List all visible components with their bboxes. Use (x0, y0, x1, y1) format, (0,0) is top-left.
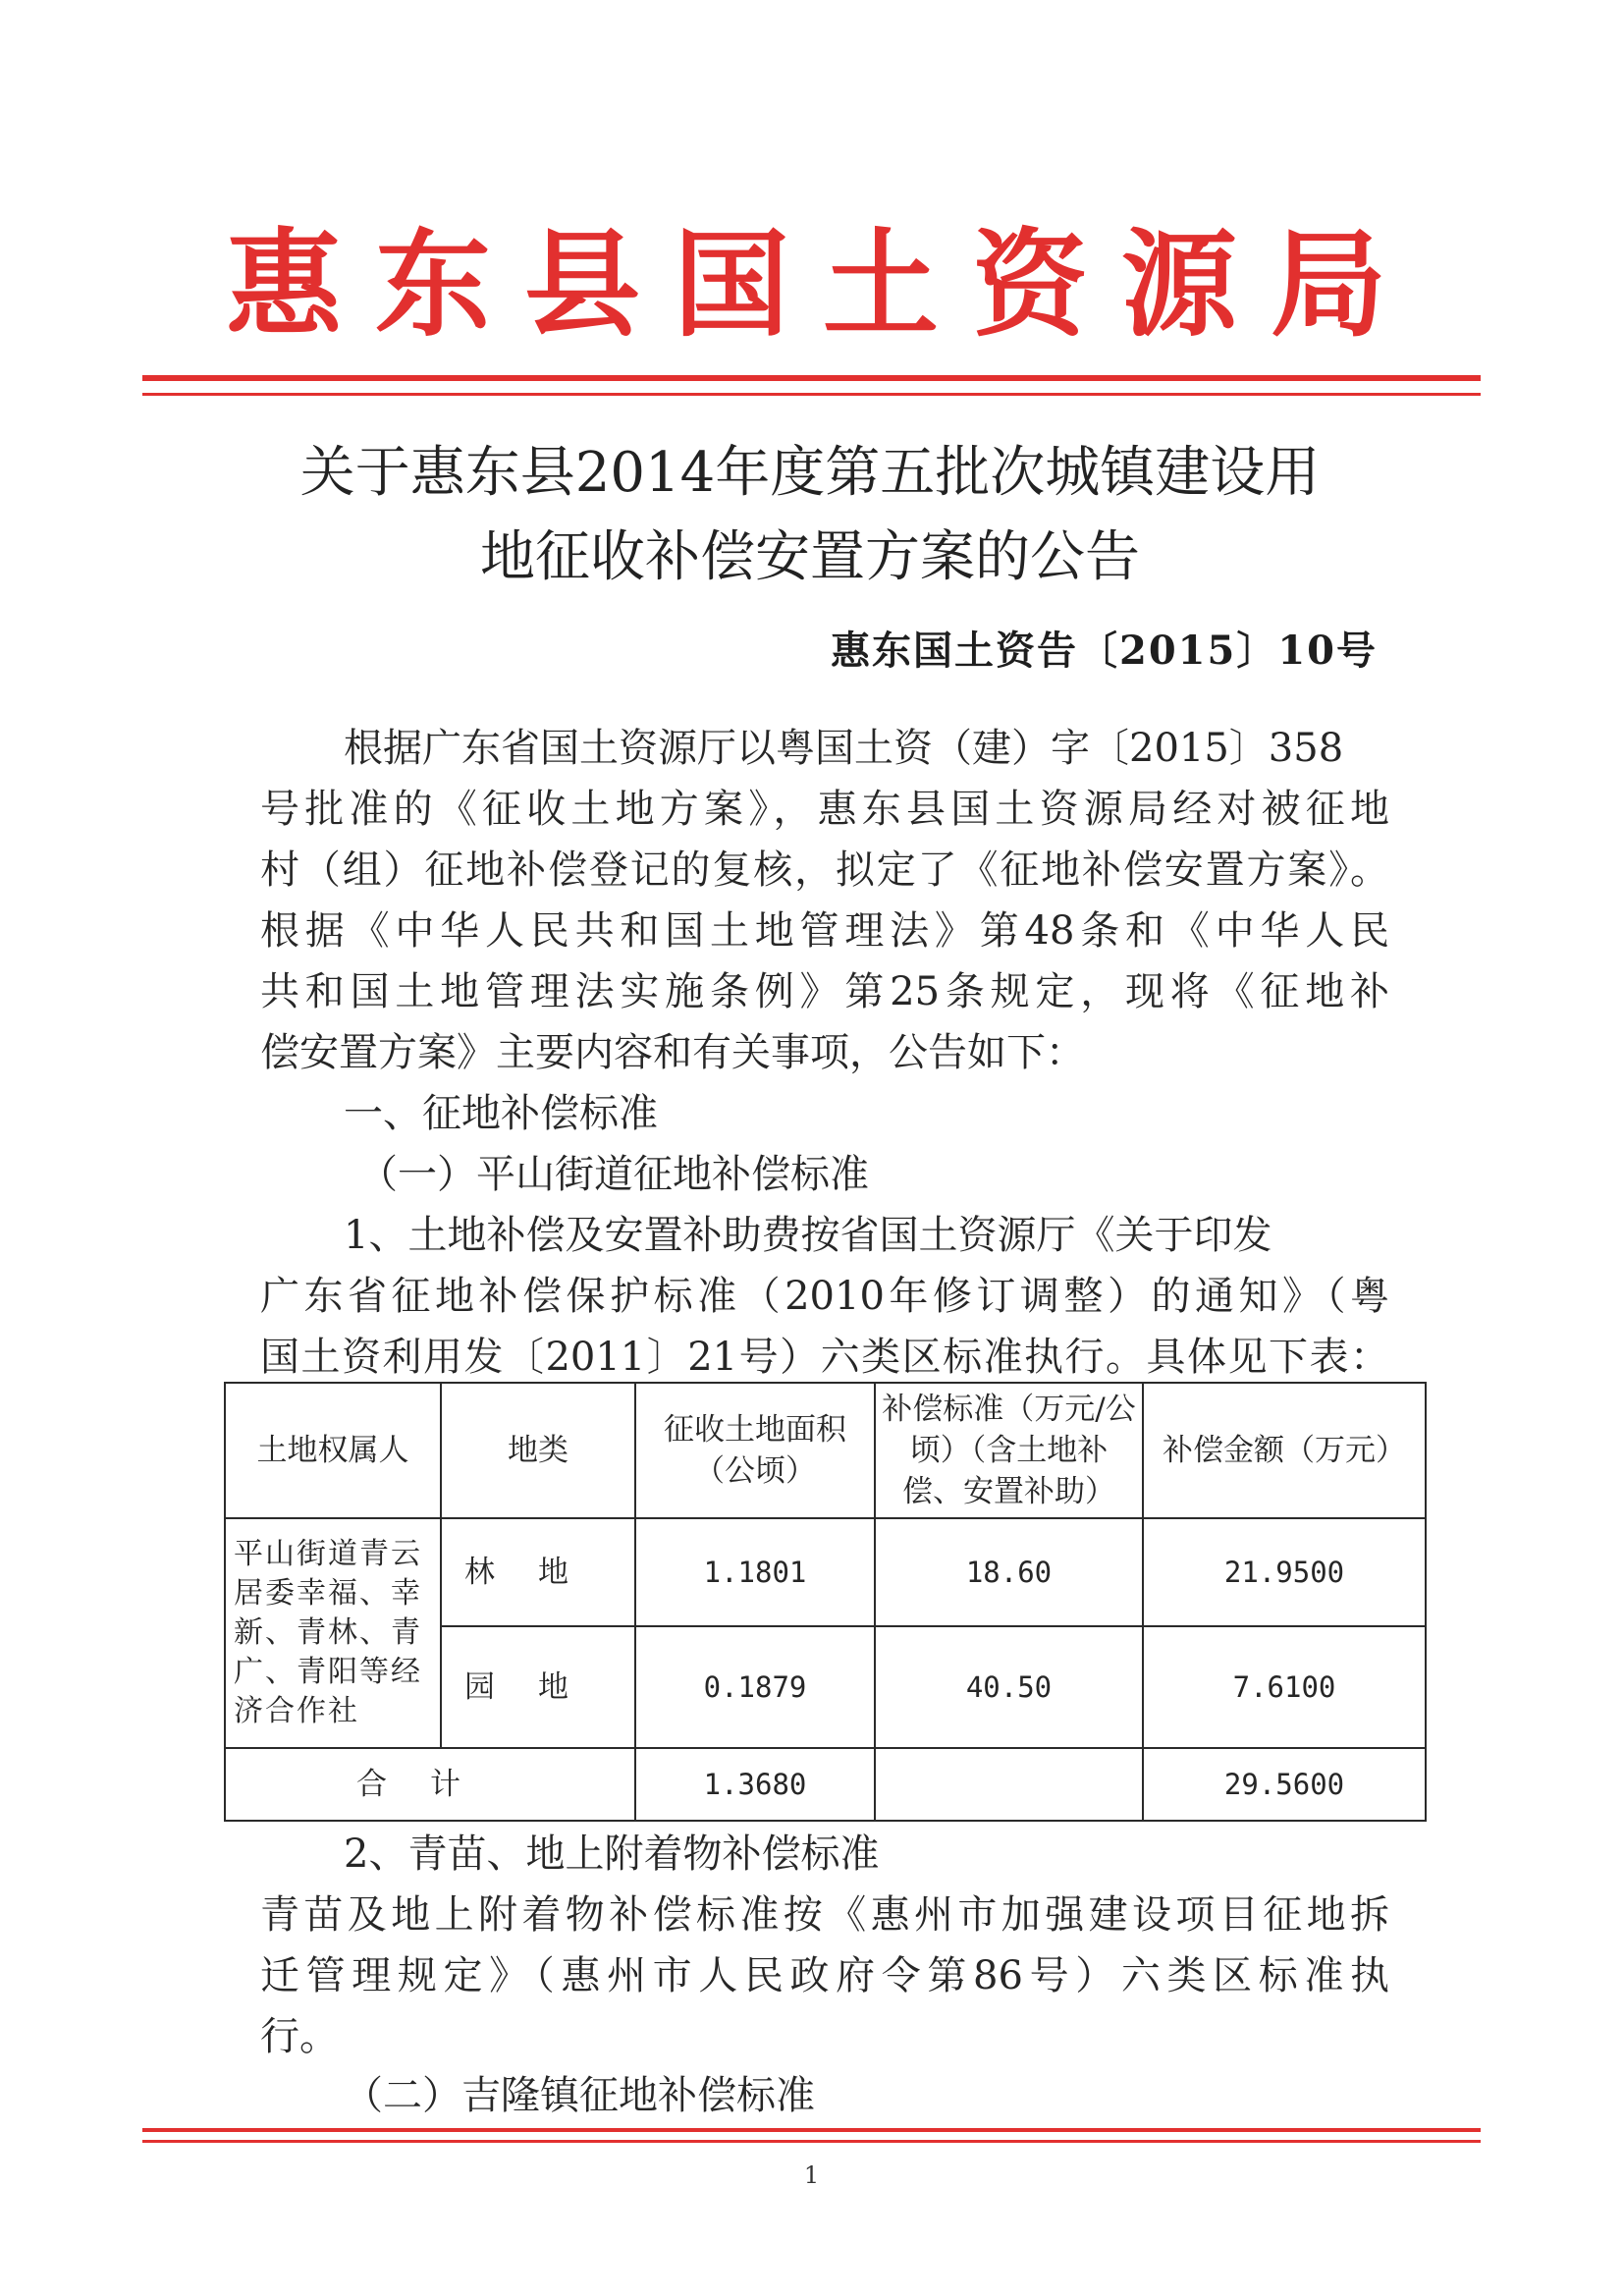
header-amount: 补偿金额（万元） (1143, 1383, 1426, 1518)
section-heading-1-1: （一）平山街道征地补偿标准 (358, 1152, 869, 1197)
section-heading-1: 一、征地补偿标准 (344, 1091, 658, 1136)
paragraph-3-line-1: 青苗及地上附着物补偿标准按《惠州市加强建设项目征地拆 (260, 1892, 1389, 1938)
header-land-type: 地类 (441, 1383, 635, 1518)
total-area: 1.3680 (635, 1748, 875, 1821)
footer-rule-thin (142, 2140, 1481, 2143)
standard-cell: 40.50 (875, 1626, 1143, 1748)
item-2-heading: 2、青苗、地上附着物补偿标准 (344, 1831, 880, 1877)
header-area: 征收土地面积（公顷） (635, 1383, 875, 1518)
table-total-row (225, 1748, 1426, 1821)
total-label: 合计 (356, 1767, 504, 1802)
area-cell: 1.1801 (635, 1518, 875, 1626)
compensation-table (224, 1382, 1427, 1822)
paragraph-1-line-1: 根据广东省国土资源厅以粤国土资（建）字〔2015〕358 (344, 726, 1344, 771)
section-heading-1-2: （二）吉隆镇征地补偿标准 (344, 2073, 815, 2118)
amount-cell: 21.9500 (1143, 1518, 1426, 1626)
document-number: 惠东国土资告〔2015〕10号 (831, 628, 1378, 674)
table-header-row (225, 1383, 1426, 1518)
paragraph-2-line-3: 国土资利用发〔2011〕21号）六类区标准执行。具体见下表： (260, 1335, 1389, 1380)
owner-cell: 平山街道青云居委幸福、幸新、青林、青广、青阳等经济合作社 (225, 1518, 441, 1748)
area-cell: 0.1879 (635, 1626, 875, 1748)
issuing-organization-title: 惠东县国土资源局 (226, 216, 1421, 353)
standard-cell: 18.60 (875, 1518, 1143, 1626)
paragraph-3-line-2: 迁管理规定》（惠州市人民政府令第86号）六类区标准执 (260, 1953, 1389, 1998)
paragraph-1-line-6: 偿安置方案》主要内容和有关事项，公告如下： (260, 1030, 1085, 1075)
footer-rule-thick (142, 2128, 1481, 2132)
document-title-line-2: 地征收补偿安置方案的公告 (480, 525, 1140, 589)
paragraph-1-line-5: 共和国土地管理法实施条例》第25条规定，现将《征地补 (260, 969, 1389, 1014)
paragraph-2-line-2: 广东省征地补偿保护标准（2010年修订调整）的通知》（粤 (260, 1274, 1389, 1319)
paragraph-2-line-1: 1、土地补偿及安置补助费按省国土资源厅《关于印发 (344, 1213, 1272, 1258)
paragraph-1-line-3: 村（组）征地补偿登记的复核，拟定了《征地补偿安置方案》。 (260, 847, 1389, 893)
table-row (225, 1518, 1426, 1626)
paragraph-1-line-4: 根据《中华人民共和国土地管理法》第48条和《中华人民 (260, 908, 1389, 954)
paragraph-1-line-2: 号批准的《征收土地方案》，惠东县国土资源局经对被征地 (260, 787, 1389, 832)
header-owner: 土地权属人 (225, 1383, 441, 1518)
land-type-cell: 林地 (464, 1555, 612, 1590)
header-standard: 补偿标准（万元/公顷）（含土地补偿、安置补助） (875, 1383, 1143, 1518)
header-rule-thin (142, 393, 1481, 396)
total-amount: 29.5600 (1143, 1748, 1426, 1821)
header-rule-thick (142, 375, 1481, 381)
total-standard (875, 1748, 1143, 1821)
amount-cell: 7.6100 (1143, 1626, 1426, 1748)
document-title-line-1: 关于惠东县2014年度第五批次城镇建设用 (299, 441, 1321, 505)
land-type-cell: 园地 (464, 1669, 612, 1705)
page-number: 1 (803, 2161, 820, 2189)
paragraph-3-line-3: 行。 (260, 2014, 339, 2059)
